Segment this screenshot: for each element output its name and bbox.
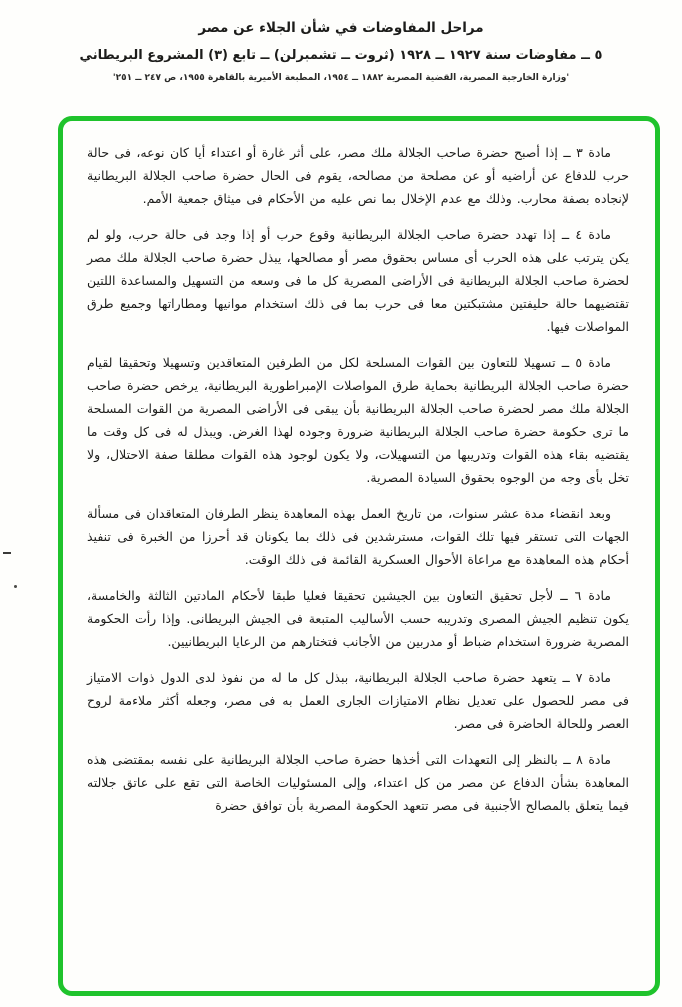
- article-3-paragraph: مادة ٣ ــ إذا أصبح حضرة صاحب الجلالة ملك مصر، على أثر غارة أو اعتداء أيا كان نوعه، فى حالة حرب للدفاع عن أراضيه أو عن مصلحة من مصالحه، يقوم فى الحال حضرة صاحب الجلالة البريطانية لإنجاده بصفة محارب. وذلك مع عدم الإخلال بما نص عليه من الأحكام فى ميثاق جمعية الأمم.: [87, 145, 629, 206]
- article-4-paragraph: مادة ٤ ــ إذا تهدد حضرة صاحب الجلالة البريطانية وقوع حرب أو إذا وجد فى حالة حرب، ولو لم يكن يترتب على هذه الحرب أى مساس بحقوق مصر أو مصالحها، يبذل حضرة صاحب الجلالة ملك مصر لحضرة صاحب الجلالة البريطانية فى الأراضى المصرية كل ما فى وسعه من التسهيل والمساعدة اللتين تقتضيهما حالة حليفتين مشتبكتين معا فى حرب بما فى ذلك استخدام موانيها ومطاراتها وجميع طرق المواصلات فيها.: [87, 227, 629, 334]
- article-6-paragraph: مادة ٦ ــ لأجل تحقيق التعاون بين الجيشين تحقيقا فعليا طبقا لأحكام المادتين الثالثة والخامسة، يكون تنظيم الجيش المصرى وتدريبه حسب الأساليب المتبعة فى الجيش البريطانى. وإذا رأت الحكومة المصرية ضرورة استخدام ضباط أو مدربين من الأجانب فتختارهم من الرعايا البريطانيين.: [87, 588, 629, 649]
- article-5-paragraph: مادة ٥ ــ تسهيلا للتعاون بين القوات المسلحة لكل من الطرفين المتعاقدين وتسهيلا وتحقيقا لقيام حضرة صاحب الجلالة البريطانية بحماية طرق المواصلات الإمبراطورية البريطانية، يرخص حضرة صاحب الجلالة ملك مصر لحضرة صاحب الجلالة البريطانية بأن يبقى فى الأراضى المصرية من القوات المسلحة ما ترى حكومة حضرة صاحب الجلالة البريطانية ضرورة وجوده لهذا الغرض. ويبذل له فى كل وقت ما يقتضيه بقاء هذه القوات وتدريبها من التسهيلات، ولا يكون لوجود هذه القوات مطلقا صفة الاحتلال، ولا تخل بأى وجه من الوجوه بحقوق السيادة المصرية.: [87, 355, 629, 485]
- page-subtitle: ٥ ــ مفاوضات سنة ١٩٢٧ ــ ١٩٢٨ (ثروت ــ تشمبرلن) ــ تابع (٣) المشروع البريطاني: [79, 48, 603, 63]
- document-header: [0, 0, 682, 83]
- page-title: مراحل المفاوضات في شأن الجلاء عن مصر: [198, 20, 484, 36]
- scan-margin-dot: [14, 585, 17, 588]
- treaty-text-box: [58, 116, 660, 996]
- scan-margin-mark: [3, 552, 11, 554]
- article-5-continuation-paragraph: وبعد انقضاء مدة عشر سنوات، من تاريخ العمل بهذه المعاهدة ينظر الطرفان المتعاقدان فى مسألة الجهات التى تستقر فيها تلك القوات، مسترشدين فى ذلك بما يكونان قد أحرزا من الخبرة فى تنفيذ أحكام هذه المعاهدة مع مراعاة الأحوال العسكرية القائمة فى ذلك الوقت.: [87, 506, 629, 567]
- article-8-paragraph: مادة ٨ ــ بالنظر إلى التعهدات التى أخذها حضرة صاحب الجلالة البريطانية على نفسه بمقتضى هذه المعاهدة بشأن الدفاع عن مصر من كل اعتداء، وإلى المسئوليات الخاصة التى تقع على عاتق جلالته فيما يتعلق بالمصالح الأجنبية فى مصر تتعهد الحكومة المصرية بأن توافق حضرة: [87, 752, 629, 813]
- article-7-paragraph: مادة ٧ ــ يتعهد حضرة صاحب الجلالة البريطانية، ببذل كل ما له من نفوذ لدى الدول ذوات الامتياز فى مصر للحصول على تعديل نظام الامتيازات الجارى العمل به فى مصر، وجعله أكثر ملاءمة لروح العصر وللحالة الحاضرة فى مصر.: [87, 670, 629, 731]
- source-citation: 'وزارة الخارجية المصرية، القضية المصرية ١٨٨٢ ــ ١٩٥٤، المطبعة الأميرية بالقاهرة ١٩٥٥، ص ٢٤٧ ــ ٢٥١': [112, 73, 570, 83]
